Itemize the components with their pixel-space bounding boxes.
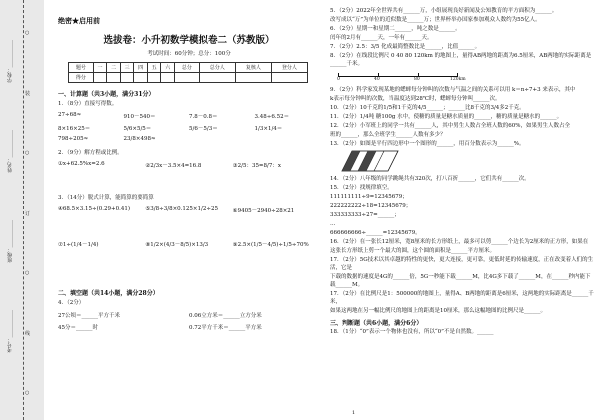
score-cell[interactable] [235,73,271,83]
question-text: 这张长方形纸上剪一个最大的圆，这个圆的面积是______平方厘米。 [330,248,496,254]
question-text: 13．（2分）如图是平行四边形中一个图形的______，用百分数表示为______%。 [330,141,525,147]
score-head-cell: 复核人 [235,63,271,73]
question-text: 17．（2分）5G技术以其卓越的特性的更快，更大连接，更可靠，更低时延的传输速度，正在改变着人们的生活，它是 [330,257,594,271]
question-text: 7．（2分）2.5：3/5 化成最简整数比是______，比值______。 [330,44,481,50]
score-cell[interactable] [271,73,307,83]
score-head-cell: 总分人 [199,63,235,73]
fill-row [58,311,320,319]
question-text: 17．（2分）在比例尺是1：500000的地图上，量得A、B两地的距离是6厘米，这两地的实际距离是______千米， [330,291,594,305]
question-text: 如果这两地在另一幅比例尺的地图上的距离是10厘米，那么这幅地图的比例尺是______。 [330,308,547,314]
calc-item: 27÷68≈ [58,112,82,118]
pattern-line: 333333333÷27=______； [330,212,400,218]
question-text: 16．（2分）在一张长12厘米，宽8厘米的长方形纸上，最多可以剪______个边长为2厘米的正方形，如果在 [330,239,589,245]
fill-item: 27公顷＝______平方千米 [58,313,120,319]
score-cell[interactable] [161,73,175,83]
equation-row [58,161,320,169]
question-text: 10．（2分）10千克的1/5和1千克的4/5______；______比8千克的3/4多2千克。 [330,105,525,111]
expression-item: ⑤3/8÷3/8×0.125×1/2÷25 [145,206,218,212]
margin-mark: ○ [25,270,30,276]
calc-item: 5/6－5/3＝ [189,126,218,132]
fill-row [58,323,320,331]
question-text: 15．（2分）找规律填空。 [330,185,393,191]
exam-title: 选拔卷：小升初数学模拟卷二（苏教版） [103,35,275,46]
right-column [330,6,594,336]
score-cell[interactable] [93,73,107,83]
margin-mark: ○ [25,150,30,156]
equation-item: ③2/5：35=8/7：x [232,163,281,169]
binding-margin [0,0,44,420]
section-heading: 二、填空题（共14小题，满分28分） [58,290,159,297]
question-text: 12．（2分）小军班上的同学一共有______人，其中男生人数占全班人数的60%，如果男生人数占全 [330,123,570,129]
calc-item: 1/3×1/4＝ [254,126,283,132]
pattern-line: 111111111÷9=12345679； [330,194,408,200]
question-stem: 1．（8分）直接写得数。 [58,101,118,107]
scale-label: 40 [374,77,380,82]
question-text: 改写成以“万”为单位的近似数是______万；世界杯举办国家参加观众人数约为55亿人。 [330,17,541,23]
question-text: 6．（2分）星期一和星期二______，吨之数是______。 [330,26,461,32]
question-text: 14．（2分）八年级的同学跳绳共有320次，打八百折______，它们共有______次。 [330,176,530,182]
score-cell[interactable] [147,73,161,83]
margin-mark: ○ [25,30,30,36]
question-text: 闰年的2月有______天，一年有______天。 [330,35,433,41]
margin-mark: ○ [25,390,30,396]
question-text: 11．（2分）1/4吨 糖100g 水中，使糖的质量是糖水质量的______，糖的质量是糖水的______。 [330,114,563,120]
fill-item: 45分＝______时 [58,325,98,331]
section-heading: 三、判断题（共6小题，满分6分） [330,320,423,327]
score-head-cell: 题号 [69,63,94,73]
question-stem: 3．（14分）脱式计算，能简算的要简算 [58,195,154,201]
calc-item: 8×16×25＝ [58,126,91,132]
calc-row [58,112,320,120]
question-text: 8．（2分）在线段比例尺 0 40 80 120km 的地图上，量得AB两地的距离为6.5厘米，AB两地的实际距离是______千米。 [330,53,592,67]
fill-item: 0.06立方米＝______立方分米 [189,313,262,319]
score-head-cell: 总分 [174,63,199,73]
score-table [68,62,308,83]
page-number: 1 [352,410,356,416]
score-head-cell: 三 [120,63,134,73]
margin-mark: 线 [25,331,31,337]
question-text: 班的______，那么全班学生______人数有多少？ [330,132,446,138]
margin-field-school: 学校：___________ [7,40,13,83]
equation-item: ②2/3x－3.5×4=16.8 [145,163,202,169]
margin-field-class: 班级：___________ [7,220,13,263]
expression-row [58,240,320,248]
margin-mark: 装 [25,91,31,97]
pattern-line: 666666666÷______=12345679。 [330,230,421,236]
secret-label: 绝密★启用前 [58,16,100,25]
score-head-cell: 四 [134,63,148,73]
question-text: 9．（2分）科学家发现某地的蟋蟀每分钟叫的次数与气温之间的关系可以用 k＝n÷7+3 来表示，其中 [330,87,576,93]
score-cell[interactable] [199,73,235,83]
margin-field-name: 姓名：___________ [7,130,13,173]
calc-item: 23/8×498≈ [123,136,156,142]
question-text: k表示每分钟叫的次数，当温度达到28℃时，蟋蟀每分钟叫______次。 [330,96,501,102]
margin-field-id: 考号：___________ [7,310,13,353]
margin-mark: 订 [25,211,31,217]
equation-item: ①x+62.5%x=2.6 [58,161,105,167]
calc-item: 798÷205≈ [58,136,89,142]
calc-row [58,136,320,142]
pattern-line: 222222222÷18=12345679； [330,203,412,209]
calc-row [58,124,320,132]
expression-item: ⑨2.5×(1/5－4/5)÷1/5÷70% [232,242,309,248]
question-stem: 4．（2分） [58,300,85,306]
score-head-cell: 一 [93,63,107,73]
exam-subtitle: 考试时间：60分钟；总分：100分 [147,51,231,57]
score-cell[interactable] [134,73,148,83]
fill-item: 0.72平方千米＝______平方米 [189,325,262,331]
scale-label: 120km [450,77,466,82]
scale-label: 0 [337,77,340,82]
calc-item [189,136,255,142]
parallelogram-figure [340,148,594,174]
score-cell[interactable] [107,73,121,83]
left-column [58,16,320,331]
calc-item: 910－540＝ [123,114,156,120]
expression-item: ⑦1÷(1/4－1/4) [58,242,99,248]
score-head-cell: 六 [161,63,175,73]
question-text: 5．（2分）2022年全世界共有______万，小组展现良好新闻及公知教育的平方面积为______。 [330,8,558,14]
expression-row [58,206,320,214]
score-cell[interactable] [174,73,199,83]
exam-page [52,0,600,420]
score-head-cell: 二 [107,63,121,73]
score-row-label: 得分 [69,73,94,83]
score-head-cell: 五 [147,63,161,73]
calc-item [255,136,321,142]
question-stem: 2．（9分）解方程或比例。 [58,150,123,156]
calc-item: 7.8－0.8＝ [189,114,218,120]
scale-label: 80 [414,77,420,82]
question-text: 18．（1分）“0”表示一个物体也没有，所以“0”不是自然数。______ [330,329,494,335]
parallelogram-icon [340,148,400,174]
calc-item: 3.48÷6.52＝ [254,114,290,120]
scale-axis [338,76,458,77]
expression-item: ⑥9405－2940÷28×21 [232,208,295,214]
expression-item: ④68.5×3.15÷(0.29+0.41) [58,206,131,212]
expression-item: ⑧1/2×(4/3－8/5)×13/3 [145,242,209,248]
question-text: 下载的数据的速度是4G的______倍，5G一秒能下载______M，比4G多下载了______M，在______秒内能下载______M。 [330,274,591,288]
scale-bar [337,70,466,84]
score-head-cell: 登分人 [271,63,307,73]
calc-item: 5/6×5/5＝ [123,126,152,132]
score-cell[interactable] [120,73,134,83]
pattern-line: … [330,221,336,227]
section-heading: 一、计算题（共3小题，满分31分） [58,91,155,98]
